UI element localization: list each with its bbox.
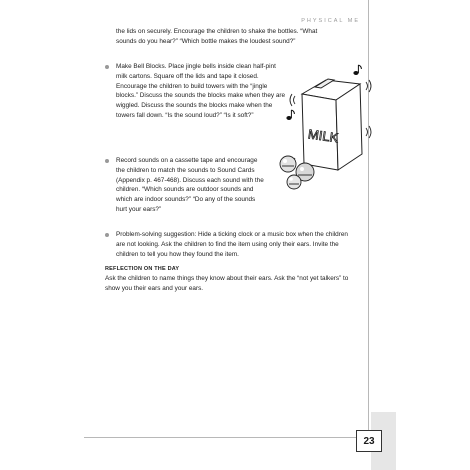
bullet-icon [105,65,109,69]
reflection-heading: REFLECTION ON THE DAY [105,266,180,272]
page-number: 23 [356,430,382,452]
milk-carton [302,79,362,170]
milk-carton-bells-illustration [268,60,378,192]
reflection-paragraph: Ask the children to name things they know about their ears. Ask the “not yet talkers” to show you their ears and your ears. [105,275,349,292]
music-note-icon [353,65,361,75]
running-header: PHYSICAL ME [301,18,360,24]
bullet-icon [105,233,109,237]
music-note-icon [286,110,294,120]
page-bottom-rule [84,437,368,438]
carton-label: MILK [307,126,340,146]
continuation-paragraph: the lids on securely. Encourage the children to shake the bottles. “What sounds do you hear?” “Which bottle makes the loudest sound?” [116,28,318,45]
bullet-problem-solving: Problem-solving suggestion: Hide a ticking clock or a music box when the children are not looking. Ask the children to find the item using only their ears. Invite the children to tell you how they found the item. [116,231,348,258]
bullet-record-sounds: Record sounds on a cassette tape and encourage the children to match the sounds to Sound Cards (Appendix p. 467-468). Discuss each sound with the children. “Which sounds are outdoor sounds and which are indoor sounds?” “Do any of the sounds hurt your ears?” [116,157,264,213]
bullet-icon [105,159,109,163]
bullet-bell-blocks: Make Bell Blocks. Place jingle bells inside clean half-pint milk cartons. Square off the lids and tape it closed. Encourage the children to build towers with the “jingle blocks.” Discuss the sounds the blocks make when they are wiggled. Discuss the sounds the blocks make when the towers fall down. “Is the sound loud?” “Is it soft?” [116,63,286,119]
